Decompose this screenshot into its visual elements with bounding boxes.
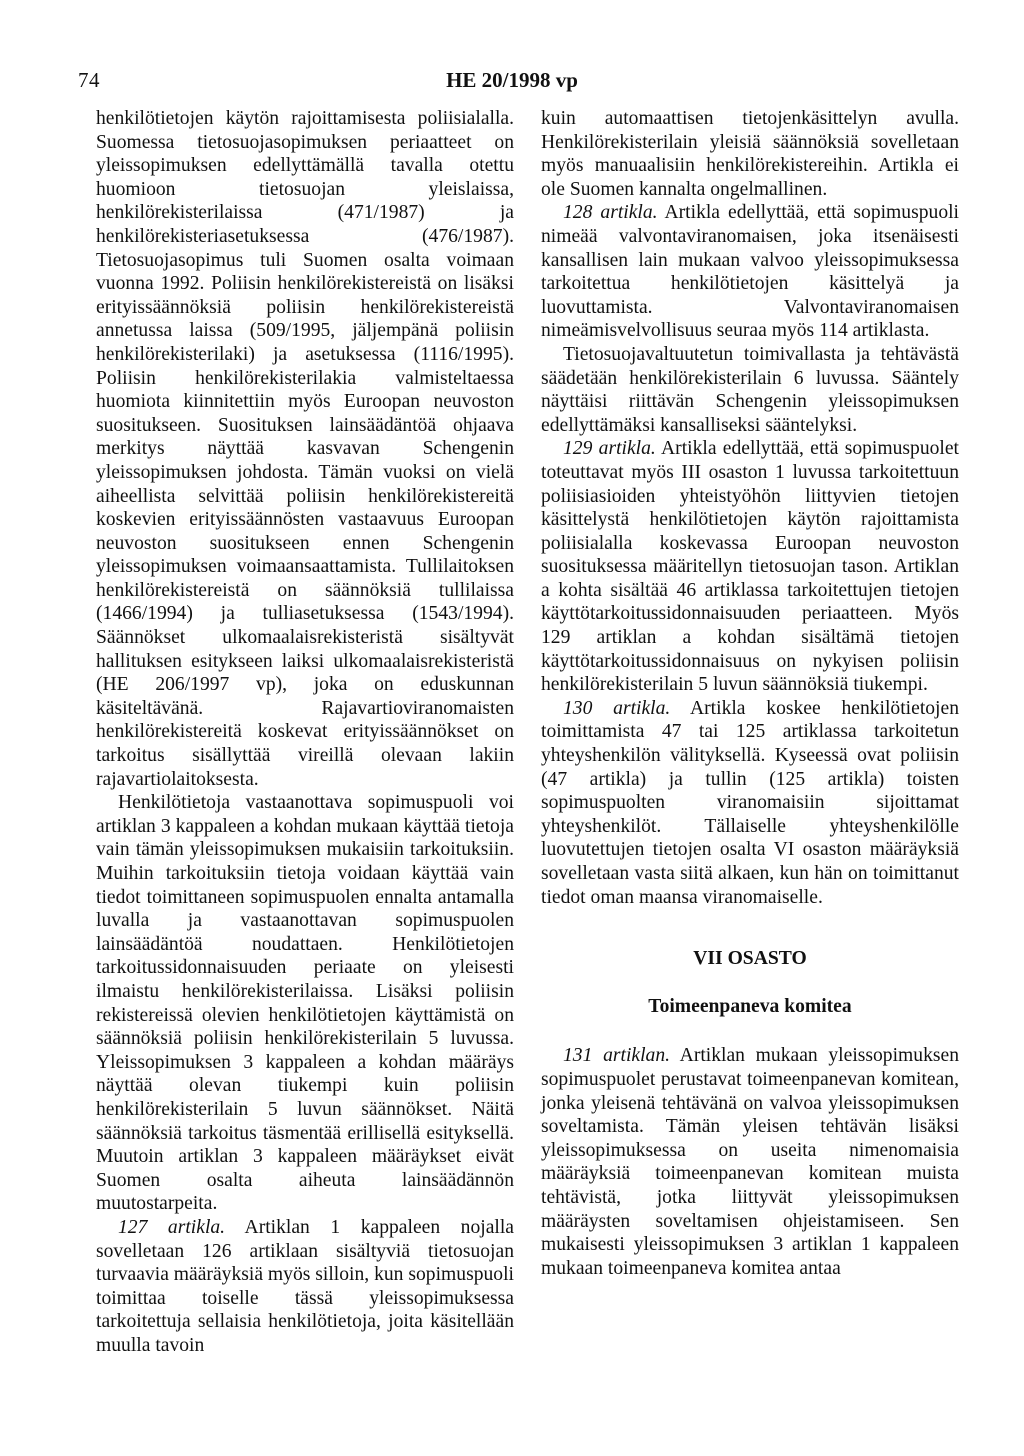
paragraph (541, 343, 959, 437)
paragraph (541, 1044, 959, 1280)
paragraph-text: kuin automaattisen tietojenkäsittelyn avulla. Henkilörekisterilain yleisiä säännöksiä sovelletaan myös manuaalisiin henkilörekistereihin. Artikla ei ole Suomen kannalta ongelmallinen. (541, 108, 959, 200)
running-header: HE 20/1998 vp (446, 68, 578, 92)
left-column (96, 107, 514, 1357)
paragraph-text: Artikla edellyttää, että sopimuspuoli nimeää valvontaviranomaisen, joka itsenäisesti kansallisen lain mukaan valvoo yleissopimuksessa tarkoitettua henkilötietojen käsittelyä ja luovuttamista. Valvontaviranomaisen nimeämisvelvollisuus seuraa myös 114 artiklasta. (541, 202, 960, 342)
paragraph-lead: 129 artikla. (563, 438, 656, 460)
paragraph-text: Artikla koskee henkilötietojen toimittamista 47 tai 125 artiklassa tarkoitetun yhteyshenkilön välityksellä. Kyseessä ovat poliisin (47 artikla) ja tullin (125 artikla) toisten sopimuspuolten viranomaisiin sijoittamat yhteyshenkilöt. Tällaiselle yhteyshenkilölle luovutettujen tietojen osalta VI osaston määräyksiä sovelletaan vasta siitä alkaen, kun hän on toimittanut tiedot oman maansa viranomaiselle. (541, 697, 959, 908)
paragraph (541, 201, 959, 343)
page-number: 74 (78, 68, 100, 92)
right-column (541, 107, 959, 1280)
section-subheading: Toimeenpaneva komitea (648, 995, 852, 1017)
paragraph-lead: 130 artikla. (563, 697, 671, 719)
paragraph (541, 107, 959, 201)
paragraph-lead: 128 artikla. (563, 202, 658, 224)
paragraph-text: Henkilötietoja vastaanottava sopimuspuoli voi artiklan 3 kappaleen a kohdan mukaan käyttää tietoja vain tämän yleissopimuksen mukaisiin tarkoituksiin. Muihin tarkoituksiin tietoja voidaan käyttää vain tiedot toimittaneen sopimuspuolen ennalta antamalla luvalla ja vastaanottavan sopimuspuolen lainsäädäntöä noudattaen. Henkilötietojen tarkoitussidonnaisuuden periaate on yleisesti ilmaistu henkilörekisterilaissa. Lisäksi poliisin rekistereissä olevien henkilötietojen käyttämistä on säännöksiä poliisin henkilörekisterilain 5 luvussa. Yleissopimuksen 3 kappaleen a kohdan määräys näyttää olevan tiukempi kuin poliisin henkilörekisterilain 5 luvun säännökset. Näitä säännöksiä tarkoitus täsmentää erillisellä esityksellä. Muutoin artiklan 3 kappaleen määräykset eivät Suomen osalta aiheuta lainsäädännön muutostarpeita. (96, 792, 514, 1215)
paragraph-text: henkilötietojen käytön rajoittamisesta poliisialalla. Suomessa tietosuojasopimuksen periaatteet on yleissopimuksen edellyttämällä tavalla otettu huomioon tietosuojan yleislaissa, henkilörekisterilaissa (471/1987) ja henkilörekisteriasetuksessa (476/1987). Tietosuojasopimus tuli Suomen osalta voimaan vuonna 1992. Poliisin henkilörekistereistä on lisäksi erityissäännöksiä poliisin henkilörekistereistä annetussa laissa (509/1995, jäljempänä poliisin henkilörekisterilaki) ja asetuksessa (1116/1995). Poliisin henkilörekisterilakia valmisteltaessa huomiota kiinnitettiin myös Euroopan neuvoston suositukseen. Suosituksen lainsäädäntöä ohjaava merkitys näyttää kasvavan Schengenin yleissopimuksen johdosta. Tämän vuoksi on vielä aiheellista selvittää poliisin henkilörekistereitä koskevien erityissäännösten vastaavuus Euroopan neuvoston suositukseen ennen Schengenin yleissopimuksen voimaansaattamista. Tullilaitoksen henkilörekistereistä on säännöksiä tullilaissa (1466/1994) ja tulliasetuksessa (1543/1994). Säännökset ulkomaalaisrekisteristä sisältyvät hallituksen esitykseen laiksi ulkomaalaisrekisteristä (HE 206/1997 vp), joka on eduskunnan käsiteltävänä. Rajavartioviranomaisten henkilörekistereitä koskevat erityissäännökset on tarkoitus sisällyttää vireillä olevaan lakiin rajavartiolaitoksesta. (96, 108, 514, 790)
paragraph (96, 1216, 514, 1358)
paragraph-text: Tietosuojavaltuutetun toimivallasta ja tehtävästä säädetään henkilörekisterilain 6 luvussa. Sääntely näyttäisi riittävän Schengenin yleissopimuksen edellyttämäksi kansalliseksi sääntelyksi. (541, 343, 959, 436)
paragraph (96, 791, 514, 1216)
paragraph (541, 697, 959, 909)
paragraph-text: Artiklan mukaan yleissopimuksen sopimuspuolet perustavat toimeenpanevan komitean, jonka yleisenä tehtävänä on valvoa yleissopimuksen soveltamista. Tämän yleisen tehtävän lisäksi yleissopimuksessa on useita nimenomaisia määräyksiä toimeenpanevan komitean muista tehtävistä, jotka liittyvät yleissopimuksen määräysten soveltamisen ohjeistamiseen. Sen mukaisesti yleissopimuksen 3 artiklan 1 kappaleen mukaan toimeenpaneva komitea antaa (541, 1045, 960, 1279)
paragraph-lead: 127 artikla. (118, 1216, 226, 1238)
paragraph-text: Artiklan 1 kappaleen nojalla sovelletaan 126 artiklaan sisältyviä tietosuojan turvaavia määräyksiä myös silloin, kun sopimuspuoli toimittaa toiselle tässä yleissopimuksessa tarkoitettuja sellaisia henkilötietoja, joita käsitellään muulla tavoin (96, 1216, 514, 1356)
paragraph (96, 107, 514, 791)
paragraph-lead: 131 artiklan. (563, 1045, 671, 1067)
section-heading: VII OSASTO (693, 948, 807, 970)
paragraph-text: Artikla edellyttää, että sopimuspuolet toteuttavat myös III osaston 1 luvussa tarkoitettuun poliisiasioiden yhteistyöhön liittyvien tietojen käsittelystä henkilötietojen käytön rajoittamista poliisialalla koskevassa Euroopan neuvoston suosituksessa määritellyn tietosuojan tason. Artiklan a kohta sisältää 46 artiklassa tarkoitettujen tietojen käyttötarkoitussidonnaisuuden periaatteen. Myös 129 artiklan a kohdan sisältämä tietojen käyttötarkoitussidonnaisuus on nykyisen poliisin henkilörekisterilain 5 luvun säännöksiä tiukempi. (541, 438, 959, 696)
paragraph (541, 437, 959, 697)
